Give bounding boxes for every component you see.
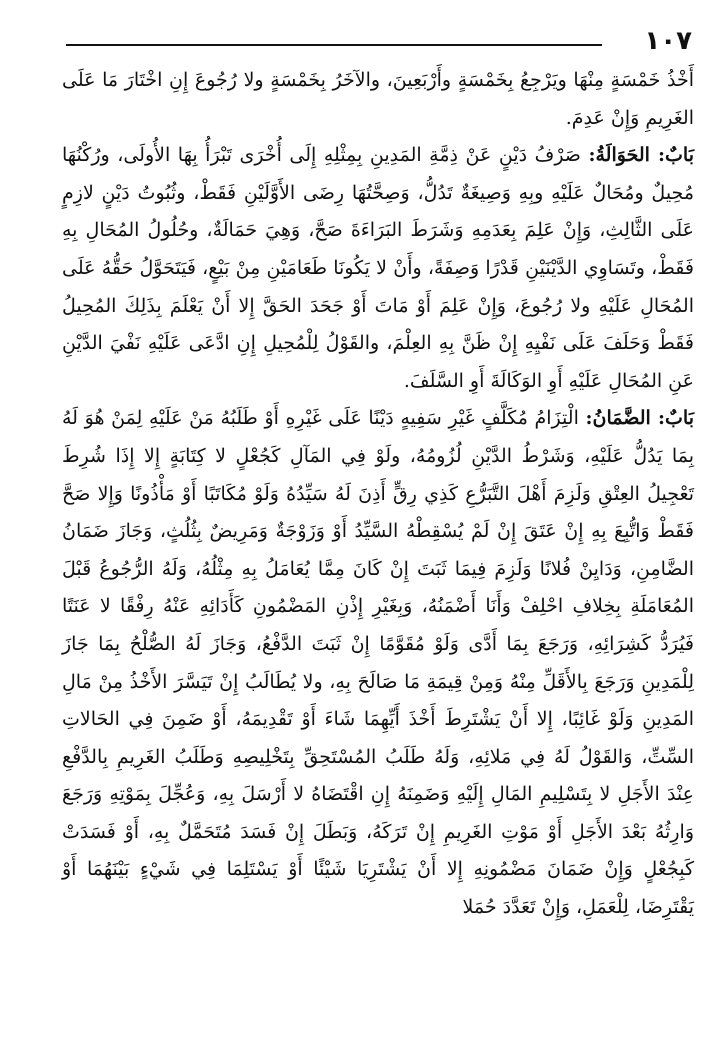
chapter-heading-daman: بَابٌ: الضَّمَانُ: [585, 407, 695, 430]
paragraph-text: صَرْفُ دَيْنٍ عَنْ ذِمَّةِ المَدِينِ بِمِثْلِهِ إِلَى أُخْرَى تَبْرَأُ بِهَا الأُولَى، ورُكْنُهَا مُحِيلٌ ومُحَالٌ عَلَيْهِ وبِهِ وَصِيغَةٌ تَدُلُّ، وَصِحَّتُهَا رِضَى الأَوَّلَيْنِ فَقَطْ، وثُبُوتُ دَيْنٍ لازِمٍ عَلَى الثَّالِثِ، وَإِنْ عَلِمَ بِعَدَمِهِ وَشَرَطَ البَرَاءَةَ صَحَّ، وَهِيَ حَمَالَةٌ، وحُلُولُ المُحَالِ بِهِ فَقَطْ، وتَسَاوِي الدَّيْنَيْنِ قَدْرًا وَصِفَةً، وأَنْ لا يَكُونَا طَعَامَيْنِ مِنْ بَيْعٍ، فَيَتَحَوَّلُ حَقُّهُ عَلَى المُحَالِ عَلَيْهِ ولا رُجُوعَ، وَإِنْ عَلِمَ أَوْ مَاتَ أَوْ جَحَدَ الحَقَّ إِلا أَنْ يَعْلَمَ بِذَلِكَ المُحِيلُ فَقَطْ وَحَلَفَ عَلَى نَفْيِهِ إِنْ ظَنَّ بِهِ العِلْمَ، والقَوْلُ لِلْمُحِيلِ إِنِ ادَّعَى عَلَيْهِ نَفْيَ الدَّيْنِ عَنِ المُحَالِ عَلَيْهِ أَوِ الوَكَالَةَ أَوِ السَّلَفَ. [62, 144, 694, 392]
book-page [62, 22, 694, 1034]
page-number: ١٠٧ [644, 26, 692, 56]
header-rule [66, 44, 602, 46]
paragraph-text: أَخْذُ خَمْسَةٍ مِنْهَا ويَرْجِعُ بِخَمْسَةٍ وأَرْبَعِينَ، والآخَرُ بِخَمْسَةٍ ولا رُجُوعَ إِنِ اخْتَارَ مَا عَلَى الغَرِيمِ وَإِنْ عَدِمَ. [62, 69, 694, 129]
paragraph-daman [62, 400, 694, 926]
paragraph-hawala [62, 137, 694, 400]
chapter-heading-hawala: بَابٌ: الحَوَالَةُ: [588, 144, 694, 167]
paragraph-text: الْتِزَامُ مُكَلَّفٍ غَيْرِ سَفِيهٍ دَيْنًا عَلَى غَيْرِهِ أَوْ طَلَبُهُ مَنْ عَلَيْهِ لِمَنْ هُوَ لَهُ بِمَا يَدُلُّ عَلَيْهِ، وَشَرْطُ الدَّيْنِ لُزُومُهُ، ولَوْ فِي المَآلِ كَجُعْلٍ لا كِتَابَةٍ إِلا إِذَا شُرِطَ تَعْجِيلُ العِتْقِ وَلَزِمَ أَهْلَ التَّبَرُّعِ كَذِي رِقٍّ أَذِنَ لَهُ سَيِّدُهُ وَلَوْ مُكَاتَبًا أَوْ مَأْذُونًا وَإِلا صَحَّ فَقَطْ وَاتُّبِعَ بِهِ إِنْ عَتَقَ إِنْ لَمْ يُسْقِطْهُ السَّيِّدُ أَوْ وَزَوْجَةٌ وَمَرِيضٌ بِثُلُثٍ، وَجَازَ ضَمَانُ الضَّامِنِ، وَدَايِنْ فُلانًا وَلَزِمَ فِيمَا ثَبَتَ إِنْ كَانَ مِمَّا يُعَامَلُ بِهِ مِثْلُهُ، وَلَهُ الرُّجُوعُ قَبْلَ المُعَامَلَةِ بِخِلافِ احْلِفْ وَأَنَا أَضْمَنُهُ، وَبِغَيْرِ إِذْنِ المَضْمُونِ كَأَدَائِهِ عَنْهُ رِفْقًا لا عَنَتًا فَيُرَدُّ كَشِرَائِهِ، وَرَجَعَ بِمَا أَدَّى وَلَوْ مُقَوَّمًا إِنْ ثَبَتَ الدَّفْعُ، وَجَازَ لَهُ الصُّلْحُ بِمَا جَازَ لِلْمَدِينِ وَرَجَعَ بِالأَقَلِّ مِنْهُ وَمِنْ قِيمَةِ مَا صَالَحَ بِهِ، ولا يُطَالَبُ إِنْ تَيَسَّرَ الأَخْذُ مِنْ مَالِ المَدِينِ وَلَوْ غَائِبًا، إِلا أَنْ يَشْتَرِطَ أَخْذَ أَيِّهِمَا شَاءَ أَوْ تَقْدِيمَهُ، أَوْ ضَمِنَ فِي الحَالاتِ السِّتِّ، وَالقَوْلُ لَهُ فِي مَلائِهِ، وَلَهُ طَلَبُ المُسْتَحِقِّ بِتَخْلِيصِهِ وَطَلَبُ الغَرِيمِ بِالدَّفْعِ عِنْدَ الأَجَلِ لا بِتَسْلِيمِ المَالِ إِلَيْهِ وَضَمِنَهُ إِنِ اقْتَضَاهُ لا أَرْسَلَ بِهِ، وَعُجِّلَ بِمَوْتِهِ وَرَجَعَ وَارِثُهُ بَعْدَ الأَجَلِ أَوْ مَوْتِ الغَرِيمِ إِنْ تَرَكَهُ، وَبَطَلَ إِنْ فَسَدَ مُتَحَمَّلٌ بِهِ، أَوْ فَسَدَتْ كَبِجُعْلٍ وَإِنْ ضَمَانَ مَضْمُونِهِ إِلا أَنْ يَشْتَرِيَا شَيْئًا أَوْ يَسْتَلِمَا فِي شَيْءٍ بَيْنَهُمَا أَوْ يَقْتَرِضَا، لِلْعَمَلِ، وَإِنْ تَعَدَّدَ حُمَلا [62, 407, 694, 919]
page-body [62, 62, 694, 927]
page-header [62, 22, 694, 62]
paragraph-intro [62, 62, 694, 137]
